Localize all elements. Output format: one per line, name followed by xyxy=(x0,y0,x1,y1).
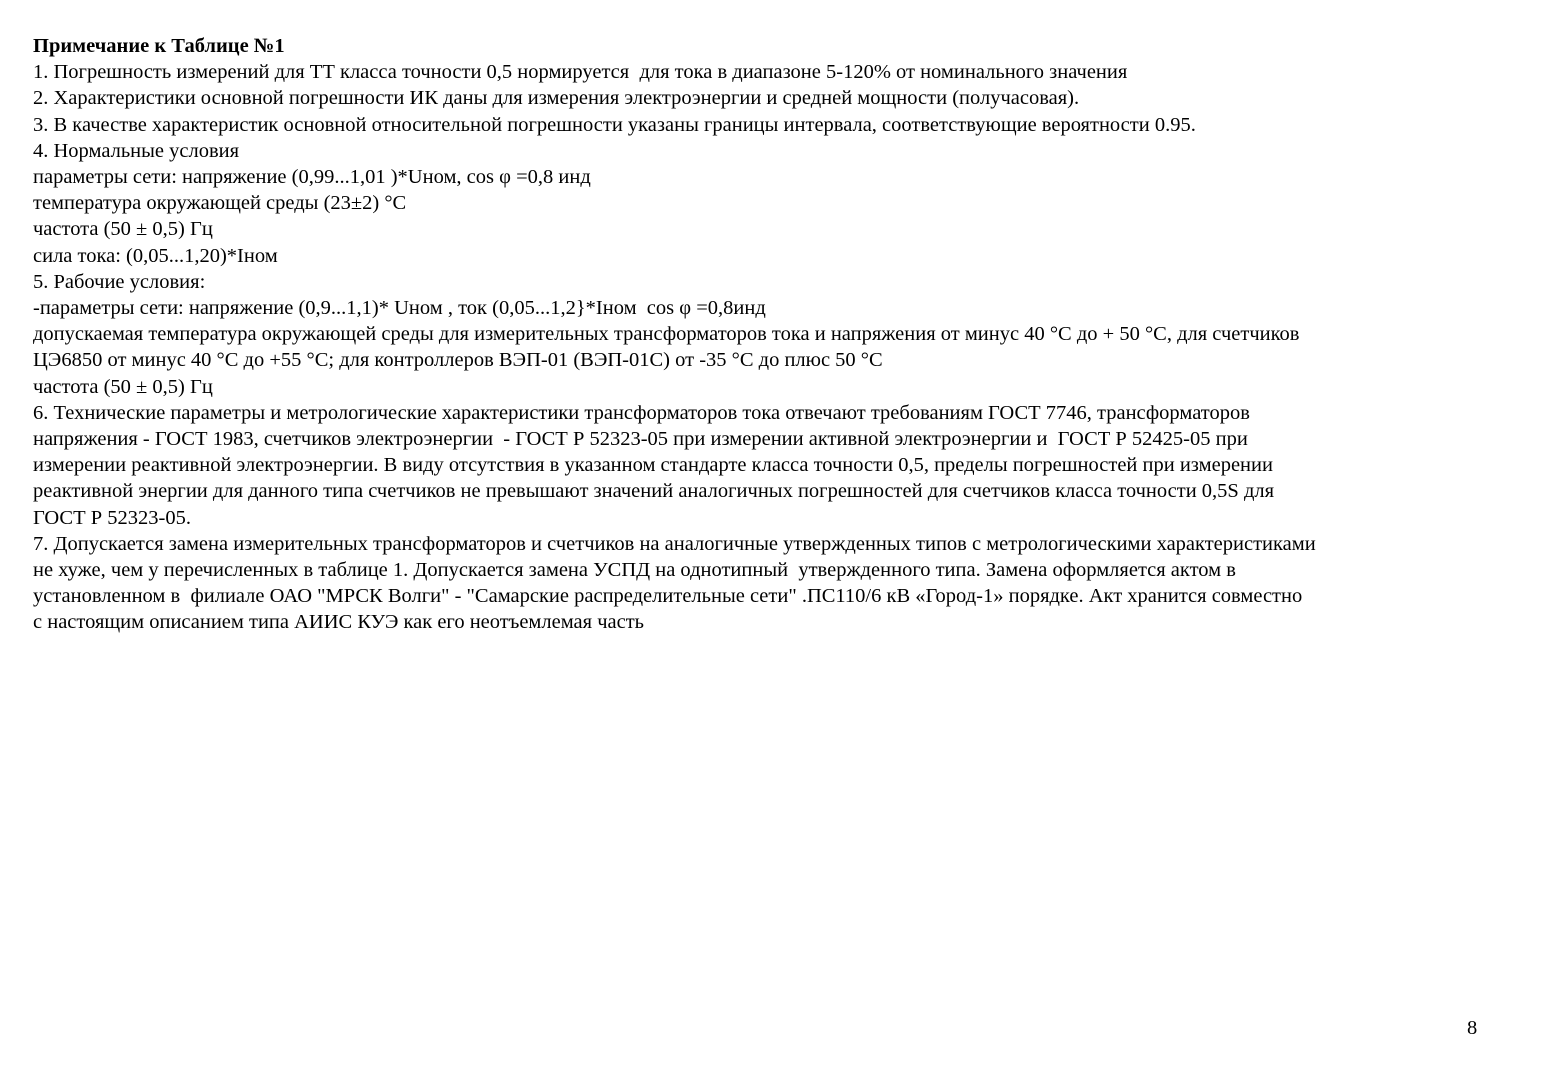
note-line: установленном в филиале ОАО "МРСК Волги" - "Самарские распределительные сети" .ПС110/6 кВ «Город-1» порядке. Акт хранится совместно xyxy=(33,585,1303,608)
note-line: реактивной энергии для данного типа счетчиков не превышают значений аналогичных погрешностей для счетчиков класса точности 0,5S для xyxy=(33,480,1275,503)
note-line: 3. В качестве характеристик основной относительной погрешности указаны границы интервала, соответствующие вероятности 0.95. xyxy=(33,113,1196,136)
note-line: частота (50 ± 0,5) Гц xyxy=(33,375,213,398)
document-title: Примечание к Таблице №1 xyxy=(33,35,285,57)
note-line: допускаемая температура окружающей среды для измерительных трансформаторов тока и напряжения от минус 40 °С до + 50 °С, для счетчиков xyxy=(33,323,1300,346)
note-line: напряжения - ГОСТ 1983, счетчиков электроэнергии - ГОСТ Р 52323-05 при измерении активной электроэнергии и ГОСТ Р 52425-05 при xyxy=(33,428,1248,451)
note-line: -параметры сети: напряжение (0,9...1,1)* Uном , ток (0,05...1,2}*Iном cos φ =0,8инд xyxy=(33,297,766,320)
note-line: 5. Рабочие условия: xyxy=(33,270,206,293)
note-line: 1. Погрешность измерений для ТТ класса точности 0,5 нормируется для тока в диапазоне 5-120% от номинального значения xyxy=(33,61,1128,84)
note-line: ЦЭ6850 от минус 40 °С до +55 °С; для контроллеров ВЭП-01 (ВЭП-01С) от -35 °С до плюс 50 °С xyxy=(33,349,883,372)
note-line: 6. Технические параметры и метрологические характеристики трансформаторов тока отвечают требованиям ГОСТ 7746, трансформаторов xyxy=(33,401,1250,424)
note-line: с настоящим описанием типа АИИС КУЭ как его неотъемлемая часть xyxy=(33,611,645,634)
note-line: сила тока: (0,05...1,20)*Iном xyxy=(33,244,278,267)
document-page xyxy=(33,33,1513,636)
note-line: ГОСТ Р 52323-05. xyxy=(33,506,191,529)
note-line: 4. Нормальные условия xyxy=(33,139,240,162)
note-line: не хуже, чем у перечисленных в таблице 1. Допускается замена УСПД на однотипный утвержденного типа. Замена оформляется актом в xyxy=(33,559,1236,582)
note-line: 7. Допускается замена измерительных трансформаторов и счетчиков на аналогичные утвержденных типов с метрологическими характеристиками xyxy=(33,532,1316,555)
note-line: температура окружающей среды (23±2) °C xyxy=(33,192,407,215)
note-line: измерении реактивной электроэнергии. В виду отсутствия в указанном стандарте класса точности 0,5, пределы погрешностей при измерении xyxy=(33,454,1273,477)
page-number: 8 xyxy=(1467,1017,1478,1039)
note-line: частота (50 ± 0,5) Гц xyxy=(33,218,213,241)
note-line: 2. Характеристики основной погрешности ИК даны для измерения электроэнергии и средней мощности (получасовая). xyxy=(33,87,1080,110)
note-line: параметры сети: напряжение (0,99...1,01 )*Uном, cos φ =0,8 инд xyxy=(33,166,591,189)
